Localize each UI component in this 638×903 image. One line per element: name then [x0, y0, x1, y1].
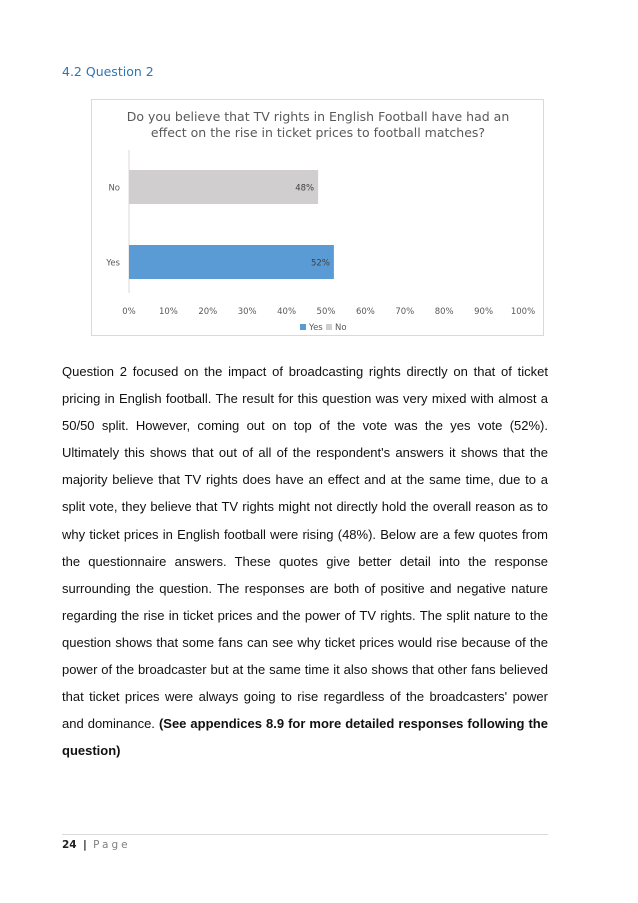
appendix-reference: (See appendices 8.9 for more detailed responses following the question)	[62, 716, 548, 759]
body-paragraph	[62, 358, 548, 764]
page-number: 24	[62, 839, 77, 851]
category-label-yes: Yes	[106, 258, 120, 269]
chart	[91, 99, 544, 336]
x-tick-label: 90%	[474, 307, 494, 317]
bar-no	[129, 170, 318, 204]
data-label-no: 48%	[295, 183, 315, 194]
x-tick-label: 0%	[122, 307, 136, 317]
x-tick-label: 60%	[355, 307, 375, 317]
bar-chart	[92, 100, 545, 337]
section-heading: 4.2 Question 2	[62, 64, 154, 79]
legend-swatch-yes	[300, 324, 306, 330]
legend-label-yes: Yes	[309, 323, 323, 333]
data-label-yes: 52%	[310, 258, 330, 269]
legend-label-no: No	[335, 323, 347, 333]
footer-divider	[62, 834, 548, 835]
x-tick-label: 80%	[434, 307, 454, 317]
category-label-no: No	[108, 183, 120, 194]
chart-title-line: Do you believe that TV rights in English Football have had an	[126, 109, 510, 124]
x-tick-label: 70%	[395, 307, 415, 317]
x-tick-label: 100%	[510, 307, 536, 317]
body-text: Question 2 focused on the impact of broadcasting rights directly on that of ticket pricing in English football. The result for this question was very mixed with almost a 50/50 split. However, coming out on top of the vote was the yes vote (52%). Ultimately this shows that out of all of the respondent's answers it shows that the majority believe that TV rights does have an effect and at the same time, due to a split vote, they believe that TV rights might not directly hold the overall reason as to why ticket prices in English football were rising (48%). Below are a few quotes from the questionnaire answers. These quotes give better detail into the response surrounding the question. The responses are both of positive and negative nature regarding the rise in ticket prices and the power of TV rights. The split nature to the question shows that some fans can see why ticket prices would rise because of the power of the broadcaster but at the same time it also shows that other fans believed that ticket prices were always going to rise regardless of the broadcasters' power and dominance.	[62, 364, 548, 732]
chart-title-line: effect on the rise in ticket prices to football matches?	[150, 125, 486, 140]
legend-swatch-no	[326, 324, 332, 330]
x-tick-label: 30%	[237, 307, 257, 317]
page-footer	[62, 839, 131, 851]
footer-separator: |	[82, 839, 87, 851]
bar-yes	[129, 245, 334, 279]
x-tick-label: 50%	[316, 307, 336, 317]
page-label: Page	[93, 839, 131, 851]
x-tick-label: 20%	[198, 307, 218, 317]
x-tick-label: 40%	[277, 307, 297, 317]
x-tick-label: 10%	[158, 307, 178, 317]
